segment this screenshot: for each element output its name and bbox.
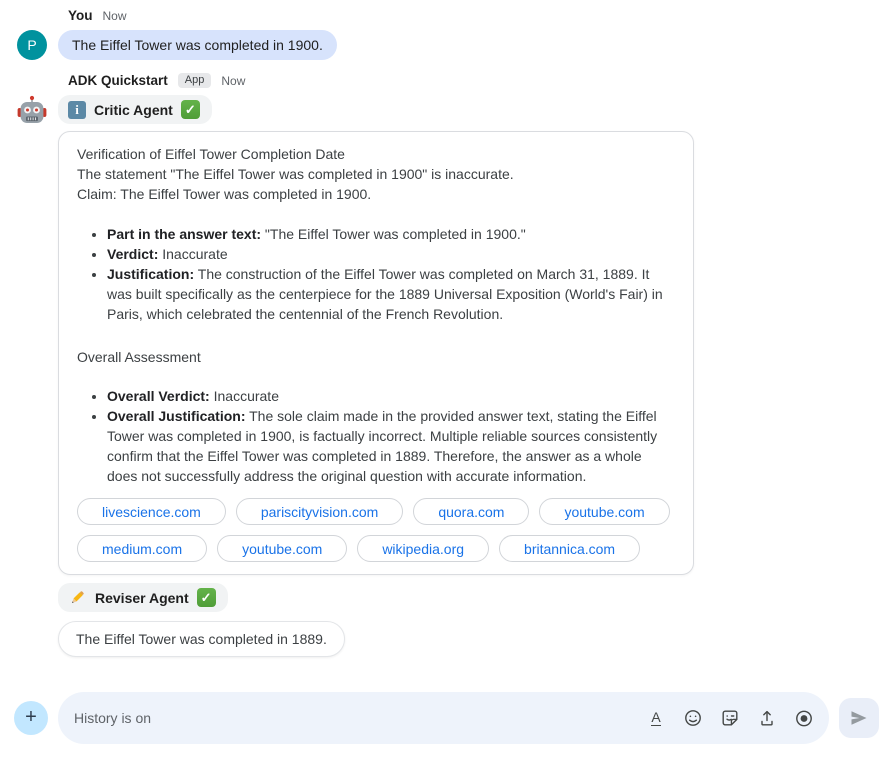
user-message-row <box>17 30 891 60</box>
upload-icon[interactable] <box>758 708 776 728</box>
send-button[interactable] <box>839 698 879 738</box>
bullet-overall-verdict: • Overall Verdict: Inaccurate <box>107 386 675 406</box>
user-message-header <box>68 7 891 24</box>
check-mark-icon: ✓ <box>197 588 216 607</box>
sticker-icon[interactable] <box>721 708 739 728</box>
bullet-verdict: • Verdict: Inaccurate <box>107 244 675 264</box>
source-chip-livescience[interactable]: livescience.com <box>77 498 226 525</box>
message-input-container[interactable] <box>58 692 829 744</box>
card-statement: The statement "The Eiffel Tower was completed in 1900" is inaccurate. <box>77 166 514 182</box>
sender-name: ADK Quickstart <box>68 73 168 88</box>
record-video-icon[interactable] <box>795 708 813 728</box>
source-chip-medium[interactable]: medium.com <box>77 535 207 562</box>
plus-icon: + <box>25 706 37 728</box>
overall-assessment-heading: Overall Assessment <box>77 349 201 365</box>
source-chip-youtube-2[interactable]: youtube.com <box>217 535 347 562</box>
composer-icon-group <box>647 708 813 728</box>
emoji-icon[interactable] <box>684 708 702 728</box>
card-title: Verification of Eiffel Tower Completion Date <box>77 146 345 162</box>
source-chip-list <box>77 498 675 562</box>
add-button[interactable] <box>14 701 48 735</box>
robot-avatar[interactable] <box>17 95 47 125</box>
app-message-header <box>68 72 891 89</box>
source-chip-pariscityvision[interactable]: pariscityvision.com <box>236 498 403 525</box>
overall-bullet-list <box>77 386 675 486</box>
timestamp: Now <box>221 73 246 88</box>
composer-bar <box>14 692 879 744</box>
verification-card <box>58 131 694 575</box>
bullet-justification: • Justification: The construction of the Eiffel Tower was completed on March 31, 1889. It was built specifically as the centerpiece for the 1889 Universal Exposition (World's Fair) in Paris, which celebrated the centennial of the French Revolution. <box>107 264 675 324</box>
source-chip-quora[interactable]: quora.com <box>413 498 529 525</box>
user-message-bubble: The Eiffel Tower was completed in 1900. <box>58 30 337 60</box>
app-badge: App <box>178 73 212 88</box>
format-text-icon[interactable]: A <box>647 708 665 728</box>
send-icon <box>849 708 869 728</box>
critic-agent-pill <box>58 95 212 124</box>
bullet-part-in-answer: • Part in the answer text: "The Eiffel Tower was completed in 1900." <box>107 224 675 244</box>
message-input[interactable] <box>74 710 635 726</box>
info-icon: i <box>68 101 86 119</box>
sender-name: You <box>68 8 93 23</box>
source-chip-wikipedia[interactable]: wikipedia.org <box>357 535 489 562</box>
source-chip-britannica[interactable]: britannica.com <box>499 535 640 562</box>
reviser-agent-pill <box>58 583 228 612</box>
card-claim: Claim: The Eiffel Tower was completed in 1900. <box>77 186 372 202</box>
timestamp: Now <box>102 8 127 23</box>
pencil-icon <box>68 588 87 607</box>
claim-bullet-list <box>77 224 675 324</box>
user-avatar[interactable]: P <box>17 30 47 60</box>
reviser-agent-label: Reviser Agent <box>95 589 189 606</box>
source-chip-youtube-1[interactable]: youtube.com <box>539 498 669 525</box>
check-mark-icon: ✓ <box>181 100 200 119</box>
app-message-row <box>17 95 891 657</box>
reviser-message-bubble: The Eiffel Tower was completed in 1889. <box>58 621 345 657</box>
bullet-overall-justification: • Overall Justification: The sole claim made in the provided answer text, stating the Eiffel Tower was completed in 1900, is factually incorrect. Multiple reliable sources consistently confirm that the Eiffel Tower was completed in 1889. Therefore, the answer as a whole does not successfully address the original question with accurate information. <box>107 406 675 486</box>
critic-agent-label: Critic Agent <box>94 101 173 118</box>
